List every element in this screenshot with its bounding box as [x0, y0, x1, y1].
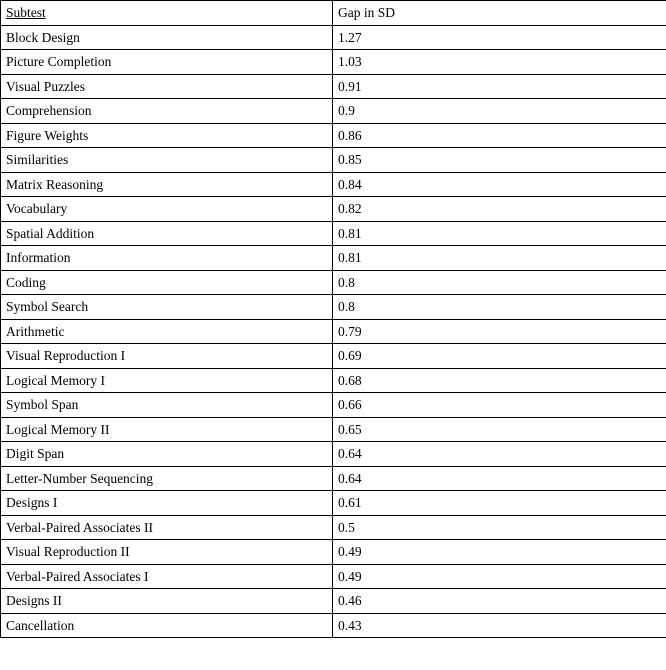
- cell-gap: 0.66: [333, 393, 666, 418]
- cell-gap: 0.85: [333, 148, 666, 173]
- cell-subtest: Symbol Span: [1, 393, 333, 418]
- table-header: [1, 1, 666, 26]
- table-row: [1, 25, 666, 50]
- cell-subtest: Symbol Search: [1, 295, 333, 320]
- cell-subtest: Verbal-Paired Associates I: [1, 564, 333, 589]
- cell-gap: 0.86: [333, 123, 666, 148]
- table-row: [1, 74, 666, 99]
- table-row: [1, 148, 666, 173]
- table-row: [1, 589, 666, 614]
- table-row: [1, 393, 666, 418]
- cell-gap: 0.84: [333, 172, 666, 197]
- cell-subtest: Picture Completion: [1, 50, 333, 75]
- table-row: [1, 540, 666, 565]
- cell-gap: 0.49: [333, 564, 666, 589]
- cell-subtest: Vocabulary: [1, 197, 333, 222]
- table-row: [1, 221, 666, 246]
- table-row: [1, 50, 666, 75]
- column-header-subtest: [1, 1, 333, 26]
- cell-gap: 0.82: [333, 197, 666, 222]
- cell-gap: 0.43: [333, 613, 666, 638]
- cell-subtest: Letter-Number Sequencing: [1, 466, 333, 491]
- table-body: [1, 25, 666, 638]
- cell-subtest: Cancellation: [1, 613, 333, 638]
- table-row: [1, 442, 666, 467]
- cell-subtest: Logical Memory I: [1, 368, 333, 393]
- table-row: [1, 515, 666, 540]
- cell-gap: 0.49: [333, 540, 666, 565]
- cell-subtest: Block Design: [1, 25, 333, 50]
- column-header-gap-label: Gap in SD: [338, 5, 395, 20]
- cell-subtest: Matrix Reasoning: [1, 172, 333, 197]
- cell-subtest: Comprehension: [1, 99, 333, 124]
- cell-subtest: Information: [1, 246, 333, 271]
- table-header-row: [1, 1, 666, 26]
- cell-gap: 0.81: [333, 246, 666, 271]
- table-row: [1, 246, 666, 271]
- cell-gap: 0.64: [333, 442, 666, 467]
- cell-gap: 0.61: [333, 491, 666, 516]
- table-row: [1, 564, 666, 589]
- cell-subtest: Visual Puzzles: [1, 74, 333, 99]
- table-row: [1, 368, 666, 393]
- cell-subtest: Figure Weights: [1, 123, 333, 148]
- cell-subtest: Visual Reproduction II: [1, 540, 333, 565]
- cell-gap: 0.81: [333, 221, 666, 246]
- column-header-gap: [333, 1, 666, 26]
- table-row: [1, 319, 666, 344]
- cell-gap: 0.8: [333, 295, 666, 320]
- cell-subtest: Visual Reproduction I: [1, 344, 333, 369]
- column-header-subtest-label: Subtest: [6, 5, 46, 20]
- table-row: [1, 295, 666, 320]
- cell-subtest: Verbal-Paired Associates II: [1, 515, 333, 540]
- table-row: [1, 270, 666, 295]
- cell-gap: 0.9: [333, 99, 666, 124]
- cell-gap: 0.64: [333, 466, 666, 491]
- cell-subtest: Arithmetic: [1, 319, 333, 344]
- cell-subtest: Spatial Addition: [1, 221, 333, 246]
- cell-gap: 1.27: [333, 25, 666, 50]
- cell-subtest: Digit Span: [1, 442, 333, 467]
- cell-subtest: Similarities: [1, 148, 333, 173]
- cell-gap: 1.03: [333, 50, 666, 75]
- cell-subtest: Coding: [1, 270, 333, 295]
- table-row: [1, 197, 666, 222]
- table-row: [1, 466, 666, 491]
- cell-gap: 0.65: [333, 417, 666, 442]
- cell-gap: 0.5: [333, 515, 666, 540]
- cell-subtest: Logical Memory II: [1, 417, 333, 442]
- cell-gap: 0.69: [333, 344, 666, 369]
- table-row: [1, 123, 666, 148]
- table-row: [1, 344, 666, 369]
- cell-gap: 0.68: [333, 368, 666, 393]
- table-row: [1, 417, 666, 442]
- cell-gap: 0.91: [333, 74, 666, 99]
- cell-subtest: Designs I: [1, 491, 333, 516]
- cell-subtest: Designs II: [1, 589, 333, 614]
- cell-gap: 0.79: [333, 319, 666, 344]
- cell-gap: 0.46: [333, 589, 666, 614]
- table-row: [1, 613, 666, 638]
- table-row: [1, 172, 666, 197]
- table-row: [1, 99, 666, 124]
- cell-gap: 0.8: [333, 270, 666, 295]
- table-row: [1, 491, 666, 516]
